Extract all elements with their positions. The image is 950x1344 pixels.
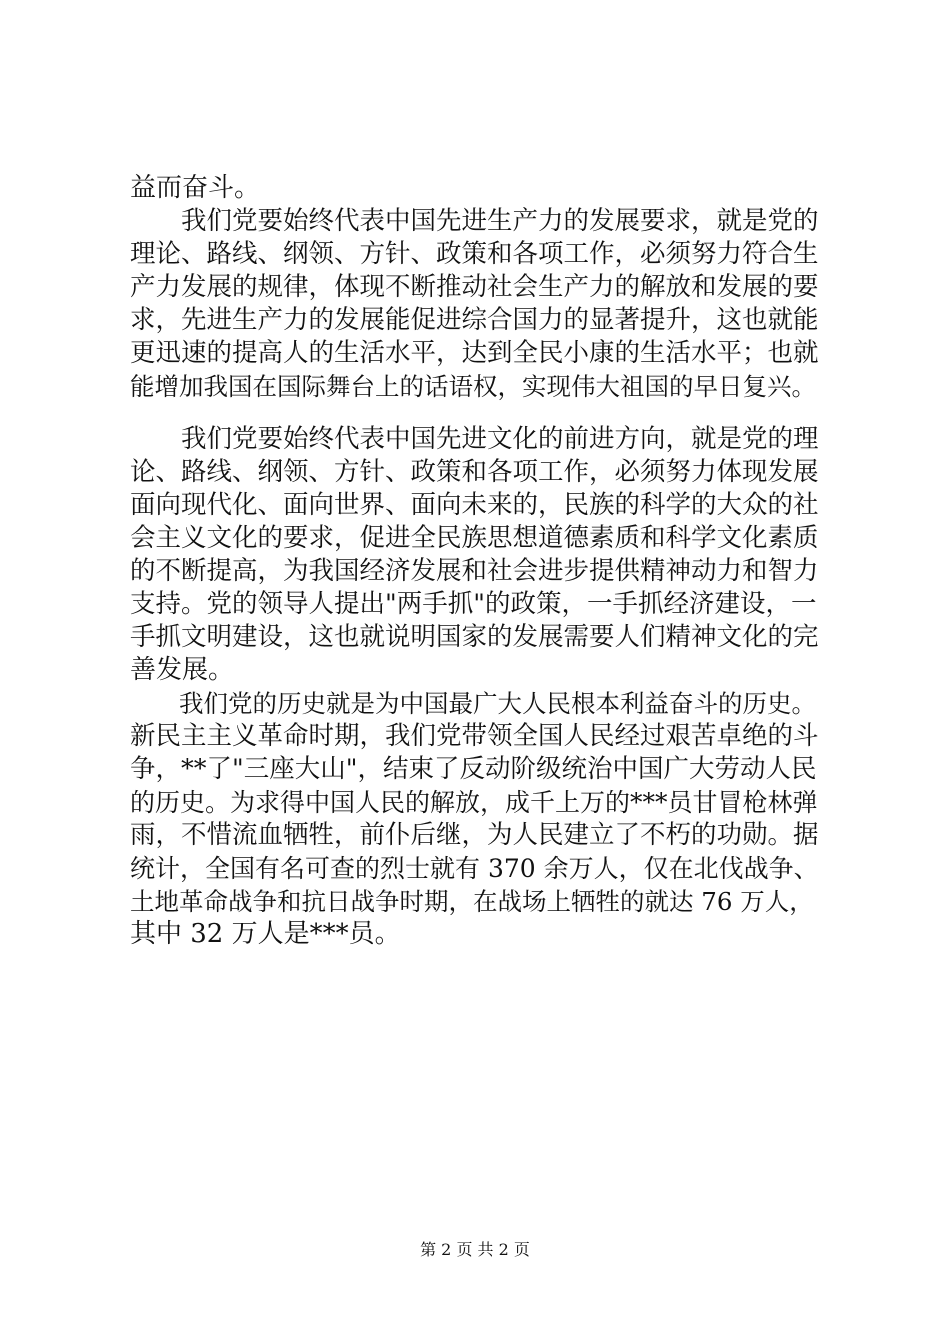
text-line: 能增加我国在国际舞台上的话语权，实现伟大祖国的早日复兴。 (130, 372, 816, 401)
text-line: 更迅速的提高人的生活水平，达到全民小康的生活水平；也就 (130, 338, 819, 368)
text-line: 新民主主义革命时期，我们党带领全国人民经过艰苦卓绝的斗 (130, 721, 819, 751)
text-line: 产力发展的规律，体现不断推动社会生产力的解放和发展的要 (130, 272, 819, 302)
text-line: 雨，不惜流血牺牲，前仆后继，为人民建立了不朽的功勋。据 (130, 820, 819, 850)
text-line: 理论、路线、纲领、方针、政策和各项工作，必须努力符合生 (130, 239, 819, 269)
text-line: 我们党的历史就是为中国最广大人民根本利益奋斗的历史。 (130, 689, 816, 718)
text-line: 的不断提高，为我国经济发展和社会进步提供精神动力和智力 (130, 556, 819, 586)
text-line: 支持。党的领导人提出"两手抓"的政策，一手抓经济建设，一 (130, 589, 817, 619)
text-line: 面向现代化、面向世界、面向未来的，民族的科学的大众的社 (130, 490, 819, 520)
text-line: 论、路线、纲领、方针、政策和各项工作，必须努力体现发展 (130, 457, 819, 487)
text-line: 土地革命战争和抗日战争时期，在战场上牺牲的就达 76 万人， (130, 887, 814, 916)
text-line: 我们党要始终代表中国先进文化的前进方向，就是党的理 (130, 424, 819, 454)
text-line: 其中 32 万人是***员。 (130, 919, 401, 949)
text-line: 统计，全国有名可查的烈士就有 370 余万人，仅在北伐战争、 (130, 854, 819, 883)
page-number-footer: 第 2 页 共 2 页 (420, 1240, 530, 1259)
text-line: 益而奋斗。 (130, 173, 261, 203)
text-line: 的历史。为求得中国人民的解放，成千上万的***员甘冒枪林弹 (130, 788, 818, 817)
text-line: 争，**了"三座大山"，结束了反动阶级统治中国广大劳动人民 (130, 754, 817, 784)
text-line: 我们党要始终代表中国先进生产力的发展要求，就是党的 (130, 206, 819, 236)
text-line: 求，先进生产力的发展能促进综合国力的显著提升，这也就能 (130, 305, 819, 335)
text-line: 会主义文化的要求，促进全民族思想道德素质和科学文化素质 (130, 523, 819, 553)
text-line: 手抓文明建设，这也就说明国家的发展需要人们精神文化的完 (130, 622, 819, 652)
text-line: 善发展。 (130, 655, 235, 685)
